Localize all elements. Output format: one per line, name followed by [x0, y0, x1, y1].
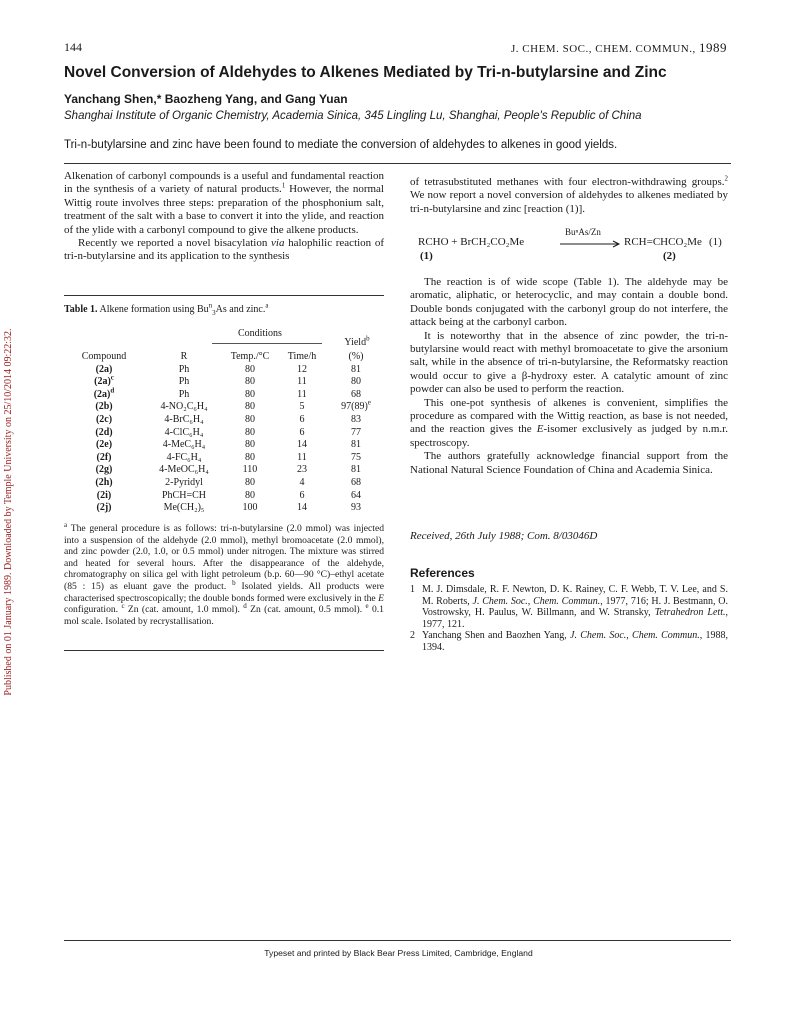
- temperature-cell: 80: [245, 476, 255, 488]
- compound-cell: (2d): [95, 426, 113, 438]
- yield-cell: $97(89)^e$: [341, 399, 371, 413]
- time-cell: 14: [297, 439, 307, 451]
- yield-cell: 81: [351, 439, 361, 451]
- yield-cell: 83: [351, 413, 361, 425]
- yield-cell: 80: [351, 376, 361, 388]
- yield-cell: 64: [351, 489, 361, 501]
- right-paragraph-1: The reaction is of wide scope (Table 1). The aldehyde may be aromatic, aliphatic, or heterocyclic, and may contain a double bond. Double bonds conjugated with the carbonyl group do not interfere, the attack being at the carbonyl carbon.: [410, 276, 728, 329]
- intro-paragraph-2: Recently we reported a novel bisacylation via halophilic reaction of tri-n-butylarsine and its application to the synthesis: [64, 237, 385, 263]
- affiliation: Shanghai Institute of Organic Chemistry, Academia Sinica, 345 Lingling Lu, Shanghai, People's Republic of China: [64, 110, 642, 122]
- compound-cell: (2a): [95, 363, 113, 375]
- r-group-cell: Ph: [178, 388, 190, 400]
- received-date: Received, 26th July 1988; Com. 8/03046D: [410, 530, 598, 542]
- left-column-intro: [64, 170, 384, 264]
- yield-cell: 68: [351, 476, 361, 488]
- r-header: R: [180, 351, 188, 362]
- temperature-cell: 80: [245, 413, 255, 425]
- yield-cell: 81: [351, 464, 361, 476]
- r-group-cell: 2-Pyridyl: [165, 476, 203, 488]
- temperature-cell: 100: [242, 502, 258, 514]
- temp-header: Temp./°C: [230, 351, 270, 362]
- compound-cell: (2c): [95, 413, 113, 425]
- r-group-cell: 4-BrC₆H₄: [164, 413, 204, 425]
- r-group-cell: 4-FC₆H₄: [166, 451, 202, 463]
- right-paragraph-2: It is noteworthy that in the absence of zinc powder, the tri-n-butylarsine would react with methyl bromoacetate to give the arsonium salt, while in the absence of tri-n-butylarsine, the Reformatsky reaction would occur to give a β-hydroxy ester. A catalytic amount of zinc powder can also be used to perform the reaction.: [410, 329, 728, 396]
- time-cell: 6: [299, 489, 305, 501]
- scheme-reagent: BuⁿAs/Zn: [565, 227, 601, 237]
- reaction-arrow-icon: [560, 240, 622, 248]
- compound-cell: (2g): [95, 464, 113, 476]
- journal-header: [511, 40, 727, 56]
- scheme-product: RCH=CHCO₂Me: [624, 236, 702, 248]
- table-caption: Table 1. Alkene formation using $Bu^n_3As$ and zinc.$^a$: [64, 301, 269, 317]
- scheme-label-2: (2): [663, 250, 676, 262]
- time-cell: 12: [297, 363, 307, 375]
- compound-cell: (2e): [95, 439, 113, 451]
- temperature-cell: 110: [242, 464, 258, 476]
- acknowledgement: The authors gratefully acknowledge financial support from the National Natural Science Foundation of China and Academia Sinica.: [410, 450, 728, 476]
- table-row: [64, 490, 384, 503]
- time-header: Time/h: [287, 351, 317, 362]
- printer-footer: Typeset and printed by Black Bear Press Limited, Cambridge, England: [264, 948, 533, 958]
- reaction-scheme: [418, 227, 730, 264]
- compound-header: Compound: [81, 351, 127, 362]
- yield-cell: 77: [351, 426, 361, 438]
- time-cell: 4: [299, 476, 305, 488]
- time-cell: 11: [297, 451, 307, 463]
- abstract-rule: [64, 163, 731, 164]
- yield-cell: 68: [351, 388, 361, 400]
- yield-cell: 75: [351, 451, 361, 463]
- table-row: [64, 389, 384, 402]
- temperature-cell: 80: [245, 388, 255, 400]
- conditions-underline: [212, 343, 322, 344]
- temperature-cell: 80: [245, 439, 255, 451]
- compound-cell: (2j): [96, 502, 112, 514]
- compound-cell: $(2a)^d$: [93, 386, 115, 400]
- time-cell: 5: [299, 401, 305, 413]
- temperature-cell: 80: [245, 376, 255, 388]
- journal-name: J. CHEM. SOC., CHEM. COMMUN.,: [511, 43, 696, 55]
- time-cell: 14: [297, 502, 307, 514]
- right-paragraph-0: of tetrasubstituted methanes with four electron-withdrawing groups.$^2$ We now report a novel conversion of aldehydes to alkenes mediated by tri-n-butylarsine and zinc [reaction (1)].: [410, 174, 728, 215]
- scheme-number: (1): [709, 236, 722, 248]
- compound-cell: (2b): [95, 401, 113, 413]
- scheme-reactants: RCHO + BrCH₂CO₂Me: [418, 236, 525, 248]
- references-heading: References: [410, 566, 475, 580]
- journal-year: 1989: [699, 40, 727, 55]
- temperature-cell: 80: [245, 401, 255, 413]
- r-group-cell: Ph: [178, 376, 190, 388]
- article-title: Novel Conversion of Aldehydes to Alkenes Mediated by Tri-n-butylarsine and Zinc: [64, 64, 667, 81]
- r-group-cell: PhCH=CH: [162, 489, 206, 501]
- scheme-label-1: (1): [420, 250, 433, 262]
- author-list: Yanchang Shen,* Baozheng Yang, and Gang Yuan: [64, 92, 348, 106]
- compound-cell: $(2a)^c$: [94, 373, 114, 388]
- r-group-cell: Me(CH₂)₅: [163, 502, 205, 514]
- time-cell: 6: [299, 413, 305, 425]
- r-group-cell: 4-ClC₆H₄: [164, 426, 204, 438]
- r-group-cell: 4-MeC₆H₄: [162, 439, 206, 451]
- alkene-table: [64, 351, 384, 515]
- table-header-row: [64, 351, 384, 364]
- compound-cell: (2f): [96, 451, 112, 463]
- compound-cell: (2h): [95, 476, 113, 488]
- footer-rule: [64, 940, 731, 941]
- table-row: [64, 414, 384, 427]
- table-row: [64, 401, 384, 414]
- r-group-cell: Ph: [178, 363, 190, 375]
- reference-2: 2 Yanchang Shen and Baozhen Yang, J. Chem. Soc., Chem. Commun., 1988, 1394.: [410, 630, 729, 653]
- table-footnotes: $^a$ The general procedure is as follows: tri-n-butylarsine (2.0 mmol) was injected into a suspension of the aldehyde (2.0 mmol), methyl bromoacetate (2.0 mmol), and zinc powder (2.0, 1.0, or 0.5 mmol) under nitrogen. The mixture was stirred and heated for several hours. After the disappearance of the aldehyde, chromatography on silica gel with light petroleum (b.p. 60—90 °C)–ethyl acetate (85 : 15) as eluant gave the product. $^b$ Isolated yields. All products were characterised spectroscopically; the double bonds formed were exclusively in the E configuration. $^c$ Zn (cat. amount, 1.0 mmol). $^d$ Zn (cat. amount, 0.5 mmol). $^e$ 0.1 mol scale. Isolated by recrystallisation.: [64, 520, 385, 627]
- reference-list: [410, 584, 728, 654]
- abstract: Tri-n-butylarsine and zinc have been found to mediate the conversion of aldehydes to alkenes in good yields.: [64, 139, 618, 151]
- intro-paragraph-1: Alkenation of carbonyl compounds is a useful and fundamental reaction in the synthesis of a variety of natural products.$^1$ However, the normal Wittig route involves three steps: preparation of the phosphonium salt, treatment of the salt with a base to convert it into the ylide, and reaction of the ylide with a carbonyl compound to give the alkene products.: [64, 170, 384, 236]
- r-group-cell: 4-MeOC₆H₄: [159, 464, 209, 476]
- compound-cell: (2i): [96, 489, 112, 501]
- table-bottom-rule: [64, 650, 384, 651]
- temperature-cell: 80: [245, 451, 255, 463]
- temperature-cell: 80: [245, 426, 255, 438]
- time-cell: 6: [299, 426, 305, 438]
- yield-cell: 81: [351, 363, 361, 375]
- table-row: [64, 452, 384, 465]
- table-row: [64, 427, 384, 440]
- right-column-intro: [410, 176, 728, 216]
- temperature-cell: 80: [245, 363, 255, 375]
- r-group-cell: 4-NO₂C₆H₄: [160, 401, 208, 413]
- yield-cell: 93: [351, 502, 361, 514]
- table-conditions-header: Conditions: [238, 328, 282, 339]
- yield-header: Yield$^b$: [344, 334, 370, 348]
- right-paragraph-3: This one-pot synthesis of alkenes is convenient, simplifies the procedure as compared with the Wittig reaction, as base is not needed, and the reaction gives the E-isomer exclusively as judged by n.m.r. spectroscopy.: [410, 396, 728, 449]
- table-top-rule: [64, 295, 384, 296]
- yield-pct-header: (%): [348, 351, 364, 362]
- table-row: [64, 464, 384, 477]
- right-column-body: [410, 276, 728, 477]
- download-watermark: Published on 01 January 1989. Downloaded by Temple University on 25/10/2014 09:22:32.: [3, 328, 14, 696]
- time-cell: 11: [297, 388, 307, 400]
- table-row: [64, 502, 384, 515]
- page-number: 144: [64, 40, 82, 54]
- temperature-cell: 80: [245, 489, 255, 501]
- time-cell: 11: [297, 376, 307, 388]
- table-row: [64, 439, 384, 452]
- time-cell: 23: [297, 464, 307, 476]
- table-row: [64, 477, 384, 490]
- table-1: [64, 351, 384, 515]
- reference-1: 1 M. J. Dimsdale, R. F. Newton, D. K. Rainey, C. F. Webb, T. V. Lee, and S. M. Roberts, J. Chem. Soc., Chem. Commun., 1977, 716; H. J. Bestmann, O. Vostrowsky, H. Paulus, W. Billmann, and W. Stransky, Tetrahedron Lett., 1977, 121.: [410, 584, 729, 630]
